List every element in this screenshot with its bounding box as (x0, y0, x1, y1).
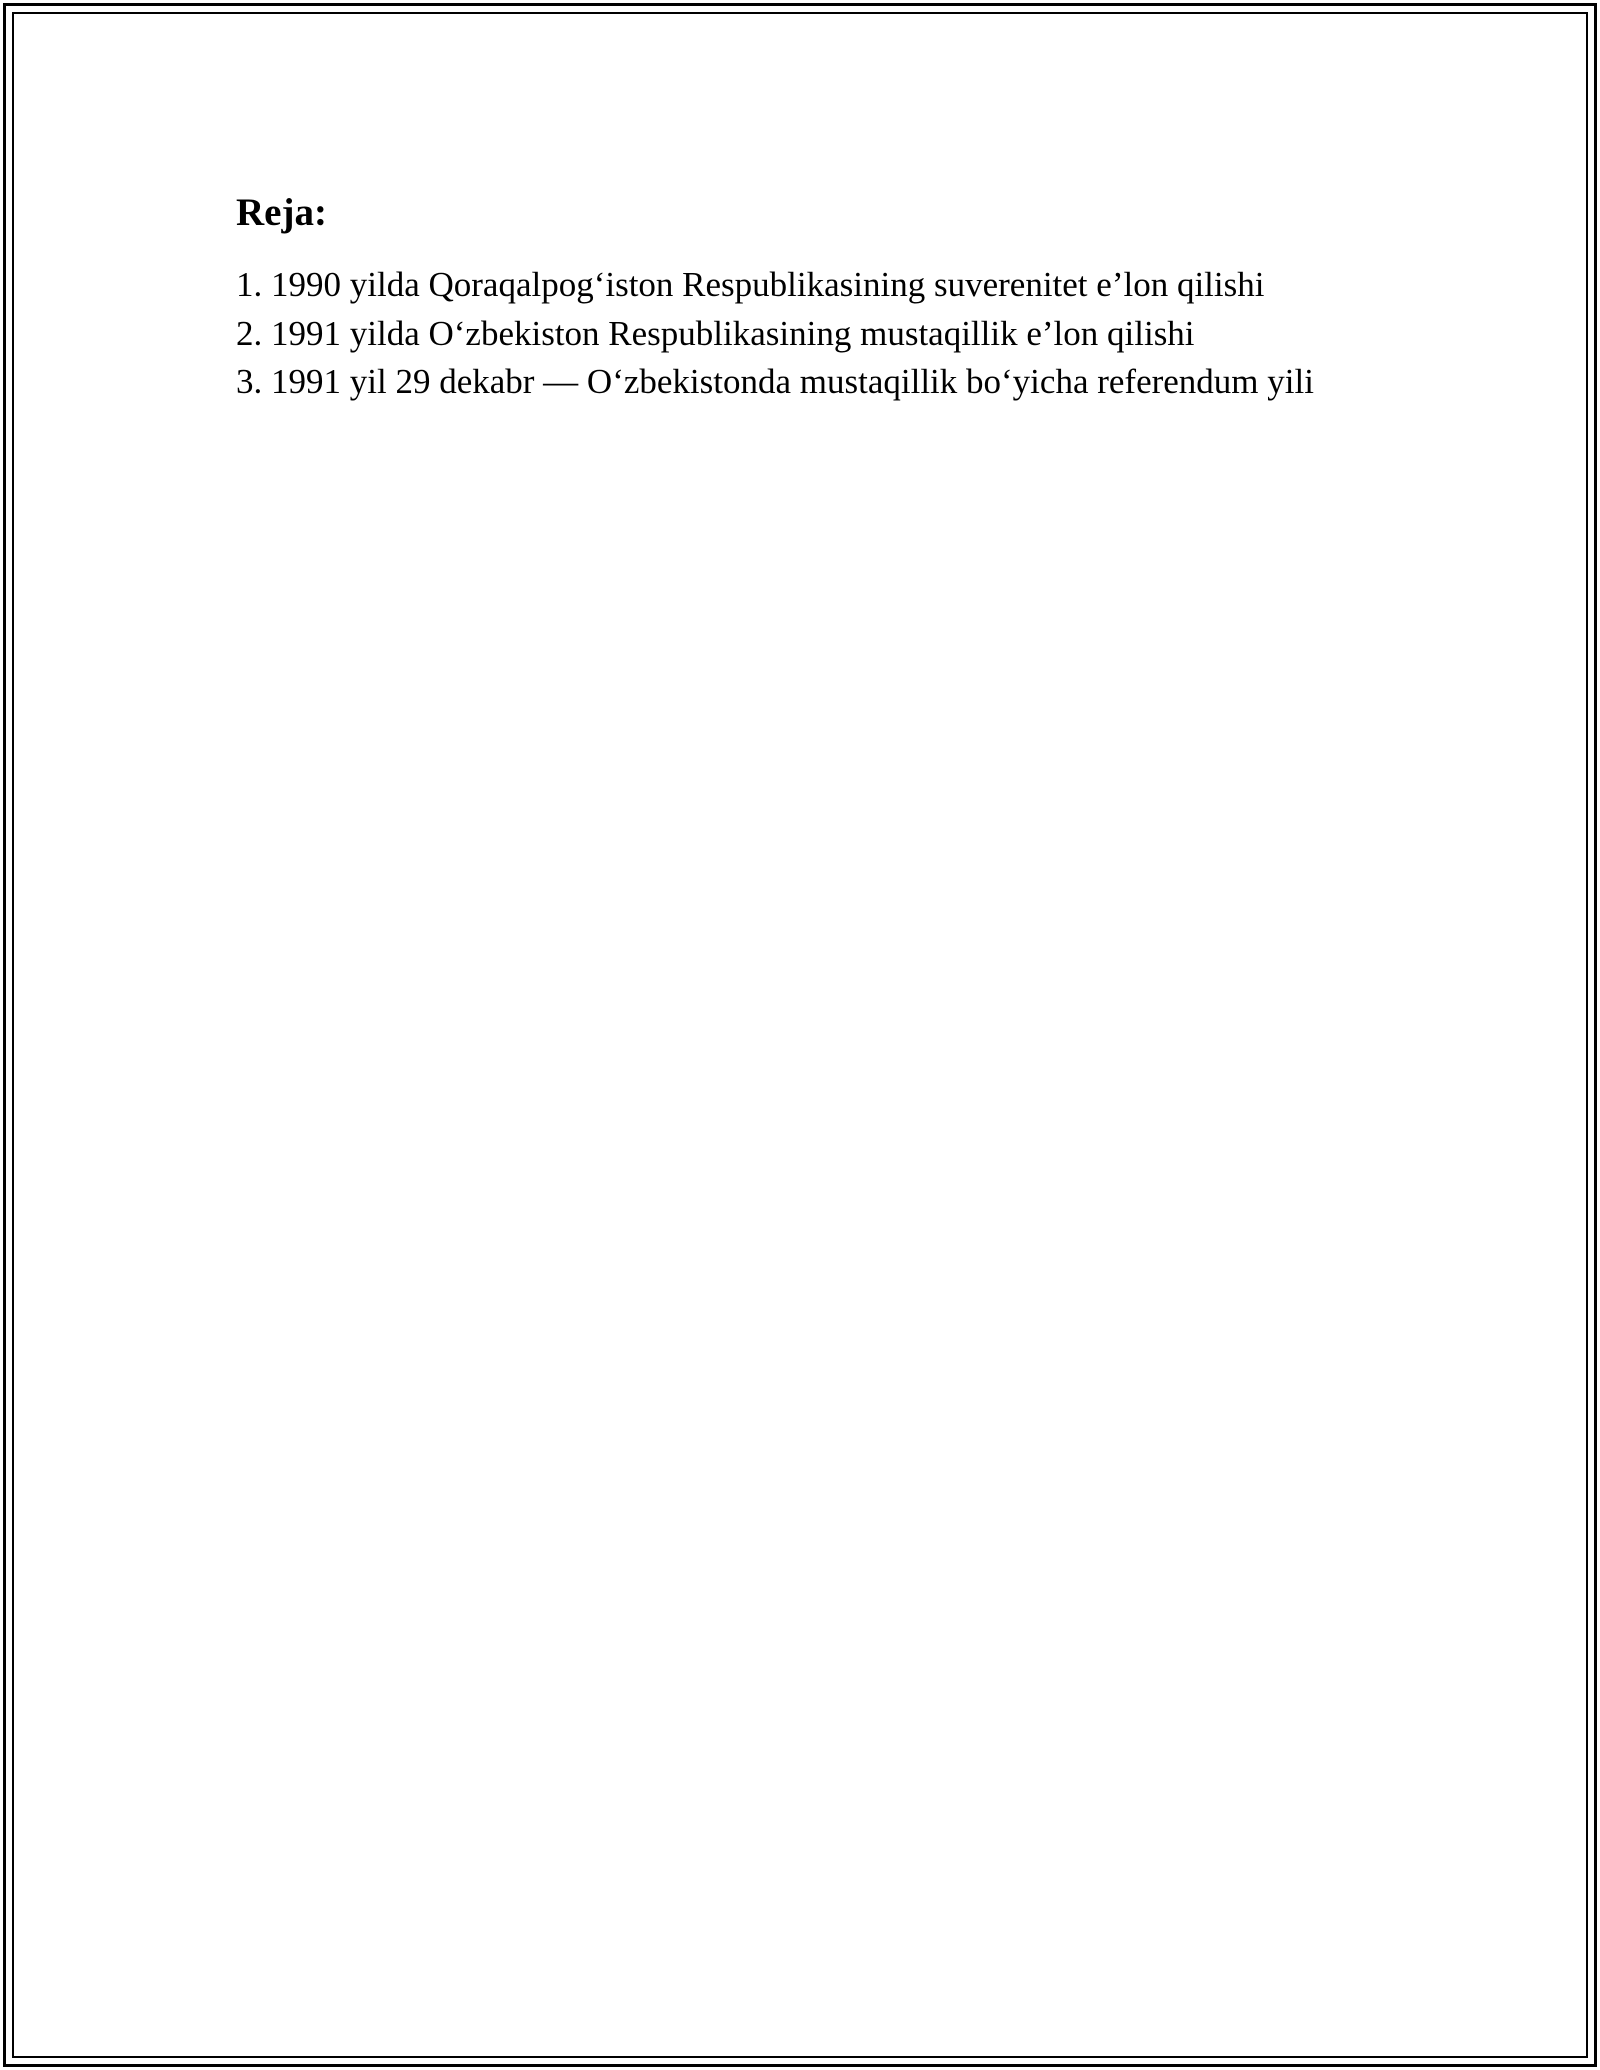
plan-item-number: 1. (236, 265, 263, 304)
plan-item-number: 3. (236, 362, 263, 401)
plan-item-text: 1991 yilda O‘zbekiston Respublikasining mustaqillik e’lon qilishi (271, 313, 1195, 353)
plan-item-text: 1991 yil 29 dekabr — O‘zbekistonda mustaqillik bo‘yicha referendum yili (271, 362, 1314, 401)
plan-heading: Reja: (236, 191, 327, 234)
plan-item (236, 358, 1436, 407)
plan-item-text: 1990 yilda Qoraqalpog‘iston Respublikasining suverenitet e’lon qilishi (271, 265, 1265, 304)
plan-item (236, 261, 1436, 310)
plan-item-number: 2. (236, 313, 263, 353)
page-content (236, 188, 1436, 407)
plan-list (236, 261, 1436, 407)
plan-item (236, 310, 1436, 359)
